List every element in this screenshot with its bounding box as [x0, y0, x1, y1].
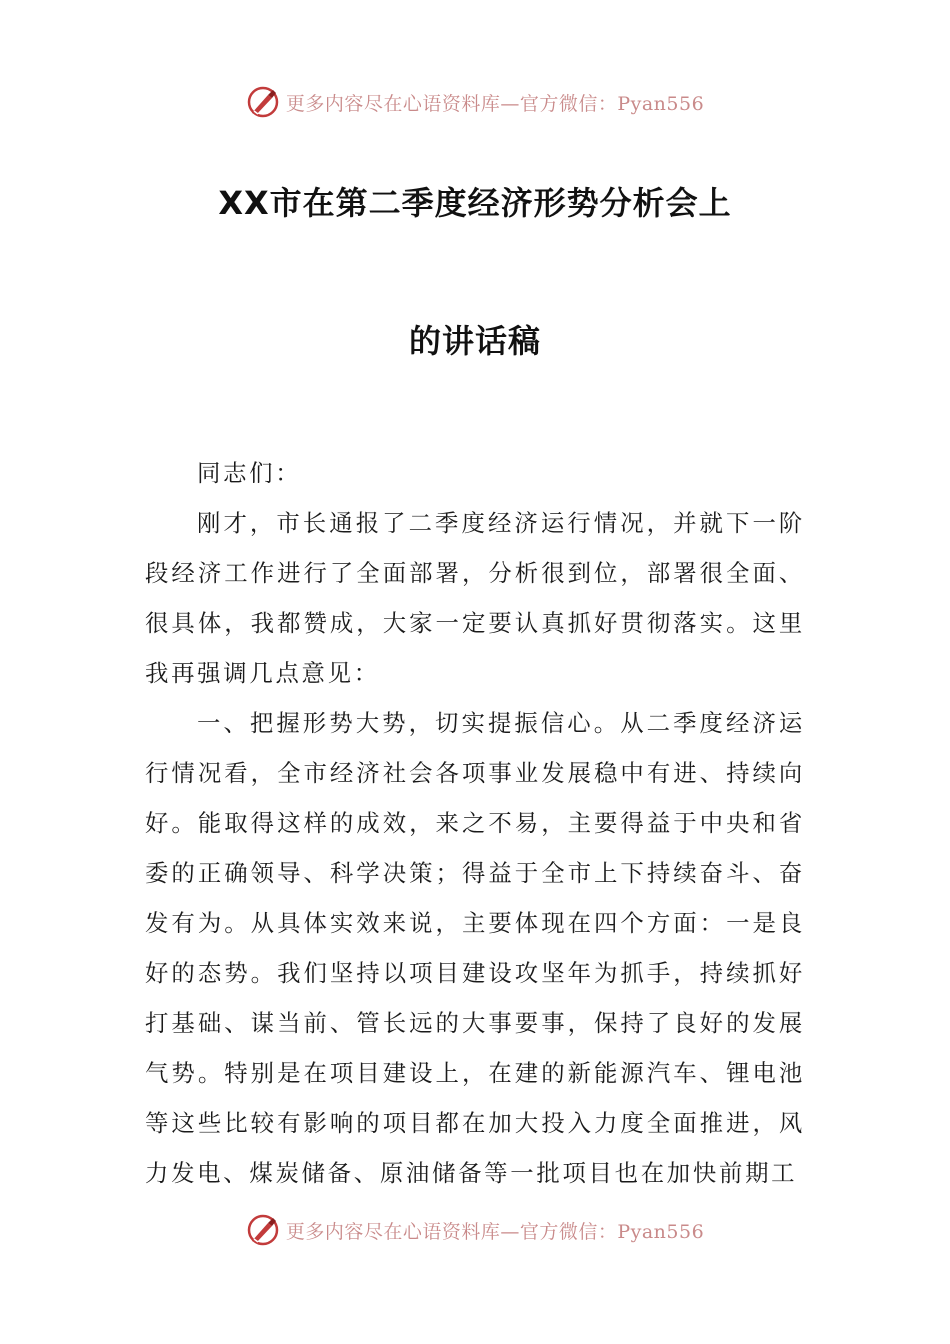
watermark-text: 更多内容尽在心语资料库—官方微信：Pyan556 — [285, 1220, 705, 1243]
watermark-banner-bottom — [0, 1210, 950, 1250]
paragraph: 刚才，市长通报了二季度经济运行情况，并就下一阶段经济工作进行了全面部署，分析很到位，部署很全面、很具体，我都赞成，大家一定要认真抓好贯彻落实。这里我再强调几点意见： — [145, 509, 805, 687]
greeting: 同志们： — [197, 459, 302, 487]
pen-logo-icon — [246, 85, 280, 119]
watermark-banner-top — [0, 82, 950, 122]
document-body — [145, 448, 805, 1198]
document-title-line-2: 的讲话稿 — [408, 322, 541, 360]
watermark-text: 更多内容尽在心语资料库—官方微信：Pyan556 — [285, 92, 705, 115]
document-title-line-1: XX市在第二季度经济形势分析会上 — [218, 184, 732, 222]
paragraph: 一、把握形势大势，切实提振信心。从二季度经济运行情况看，全市经济社会各项事业发展稳中有进、持续向好。能取得这样的成效，来之不易，主要得益于中央和省委的正确领导、科学决策；得益于全市上下持续奋斗、奋发有为。从具体实效来说，主要体现在四个方面：一是良好的态势。我们坚持以项目建设攻坚年为抓手，持续抓好打基础、谋当前、管长远的大事要事，保持了良好的发展气势。特别是在项目建设上，在建的新能源汽车、锂电池等这些比较有影响的项目都在加大投入力度全面推进，风力发电、煤炭储备、原油储备等一批项目也在加快前期工 — [145, 709, 805, 1187]
pen-logo-icon — [246, 1213, 280, 1247]
